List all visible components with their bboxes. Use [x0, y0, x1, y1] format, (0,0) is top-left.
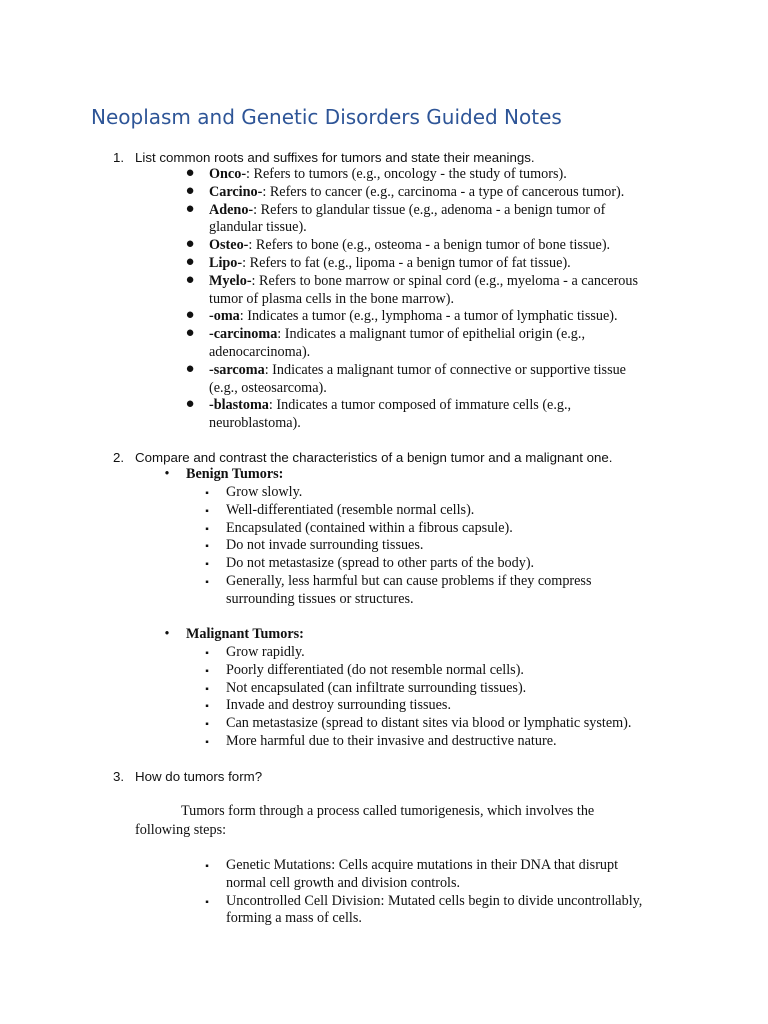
list-item-text: Do not invade surrounding tissues. — [226, 537, 424, 554]
bullet-icon: ● — [185, 236, 195, 253]
list-item-continuation: normal cell growth and division controls. — [226, 874, 461, 891]
list-item-continuation: adenocarcinoma). — [209, 343, 311, 360]
list-item-continuation: forming a mass of cells. — [226, 910, 362, 927]
list-item-desc: : Refers to fat (e.g., lipoma - a benign tumor of fat tissue). — [242, 255, 571, 271]
square-bullet-icon: ▪ — [205, 896, 209, 908]
list-item-text — [209, 255, 571, 273]
bullet-icon: ● — [185, 307, 195, 324]
square-bullet-icon: ▪ — [205, 559, 209, 571]
bullet-icon: • — [164, 466, 170, 482]
list-item-text — [209, 184, 624, 202]
list-item-desc: : Refers to glandular tissue (e.g., adenoma - a benign tumor of — [253, 201, 606, 218]
list-item-text: Can metastasize (spread to distant sites via blood or lymphatic system). — [226, 715, 632, 732]
list-item-continuation: (e.g., osteosarcoma). — [209, 379, 327, 396]
square-bullet-icon: ▪ — [205, 701, 209, 713]
list-item-text: Well-differentiated (resemble normal cells). — [226, 501, 475, 518]
list-item-term: -carcinoma — [209, 326, 278, 343]
list-item-term: Osteo- — [209, 237, 249, 254]
list-item-text — [209, 326, 585, 344]
bullet-icon: ● — [185, 165, 195, 181]
bullet-icon: ● — [185, 360, 195, 377]
list-item-text: Genetic Mutations: Cells acquire mutations in their DNA that disrupt — [226, 857, 619, 873]
square-bullet-icon: ▪ — [205, 861, 209, 872]
list-item-text: Poorly differentiated (do not resemble normal cells). — [226, 661, 524, 678]
bullet-icon: • — [164, 626, 170, 642]
list-item-desc: : Indicates a malignant tumor of connective or supportive tissue — [264, 361, 626, 378]
bullet-icon: ● — [185, 396, 195, 413]
list-item-continuation: glandular tissue). — [209, 219, 307, 236]
q1-text: List common roots and suffixes for tumors and state their meanings. — [135, 150, 535, 165]
list-item-text — [209, 362, 626, 380]
list-item-text — [209, 202, 605, 220]
list-item-term: Carcino- — [209, 183, 263, 200]
square-bullet-icon: ▪ — [205, 737, 209, 748]
bullet-icon: ● — [185, 325, 195, 342]
bullet-icon: ● — [185, 254, 195, 270]
page-title: Neoplasm and Genetic Disorders Guided Notes — [91, 105, 562, 129]
list-item-desc: : Indicates a tumor (e.g., lymphoma - a tumor of lymphatic tissue). — [239, 308, 618, 325]
list-item-desc: : Indicates a tumor composed of immature cells (e.g., — [268, 397, 572, 414]
benign-heading: Benign Tumors: — [186, 466, 284, 482]
list-item-continuation: tumor of plasma cells in the bone marrow). — [209, 290, 455, 307]
list-item-continuation: neuroblastoma). — [209, 415, 301, 432]
list-item-text — [209, 397, 571, 415]
list-item-term: Adeno- — [209, 201, 254, 218]
list-item-desc: : Refers to tumors (e.g., oncology - the study of tumors). — [246, 166, 567, 182]
list-item-text: Not encapsulated (can infiltrate surrounding tissues). — [226, 679, 527, 696]
list-item-text: Do not metastasize (spread to other parts of the body). — [226, 555, 535, 572]
square-bullet-icon: ▪ — [205, 719, 209, 731]
list-item-term: -blastoma — [209, 397, 269, 414]
bullet-icon: ● — [185, 182, 195, 199]
list-item-term: Onco- — [209, 166, 247, 182]
bullet-icon: ● — [185, 271, 195, 288]
q3-number: 3. — [113, 769, 125, 784]
q2-text: Compare and contrast the characteristics of a benign tumor and a malignant one. — [135, 450, 613, 465]
list-item-text: Generally, less harmful but can cause problems if they compress — [226, 573, 592, 589]
list-item-desc: : Refers to cancer (e.g., carcinoma - a type of cancerous tumor). — [262, 183, 625, 200]
list-item-term: -sarcoma — [209, 361, 265, 378]
list-item-desc: : Refers to bone marrow or spinal cord (e.g., myeloma - a cancerous — [251, 272, 639, 289]
list-item-text — [209, 237, 610, 255]
q3-paragraph-line-2: following steps: — [135, 822, 227, 838]
square-bullet-icon: ▪ — [205, 505, 209, 517]
square-bullet-icon: ▪ — [205, 648, 209, 659]
square-bullet-icon: ▪ — [205, 665, 209, 677]
list-item-term: Lipo- — [209, 255, 243, 271]
list-item-text: Grow slowly. — [226, 484, 303, 500]
list-item-text — [209, 166, 567, 184]
q3-paragraph-line-1: Tumors form through a process called tumorigenesis, which involves the — [181, 803, 595, 819]
square-bullet-icon: ▪ — [205, 488, 209, 499]
bullet-icon: ● — [185, 200, 195, 217]
square-bullet-icon: ▪ — [205, 541, 209, 553]
list-item-desc: : Refers to bone (e.g., osteoma - a benign tumor of bone tissue). — [248, 237, 611, 254]
square-bullet-icon: ▪ — [205, 683, 209, 695]
list-item-continuation: surrounding tissues or structures. — [226, 590, 414, 607]
list-item-text: Encapsulated (contained within a fibrous capsule). — [226, 519, 513, 536]
list-item-text: Uncontrolled Cell Division: Mutated cells begin to divide uncontrollably, — [226, 892, 643, 909]
list-item-text: Invade and destroy surrounding tissues. — [226, 697, 451, 714]
malignant-heading: Malignant Tumors: — [186, 626, 304, 642]
q2-number: 2. — [113, 450, 125, 465]
list-item-text: Grow rapidly. — [226, 644, 305, 660]
list-item-term: Myelo- — [209, 272, 252, 289]
list-item-term: -oma — [209, 308, 240, 325]
list-item-desc: : Indicates a malignant tumor of epithelial origin (e.g., — [277, 326, 585, 343]
square-bullet-icon: ▪ — [205, 577, 209, 588]
list-item-text — [209, 308, 618, 326]
q1-number: 1. — [113, 150, 125, 165]
list-item-text: More harmful due to their invasive and destructive nature. — [226, 733, 557, 749]
q3-text: How do tumors form? — [135, 769, 263, 784]
list-item-text — [209, 273, 638, 291]
square-bullet-icon: ▪ — [205, 523, 209, 535]
